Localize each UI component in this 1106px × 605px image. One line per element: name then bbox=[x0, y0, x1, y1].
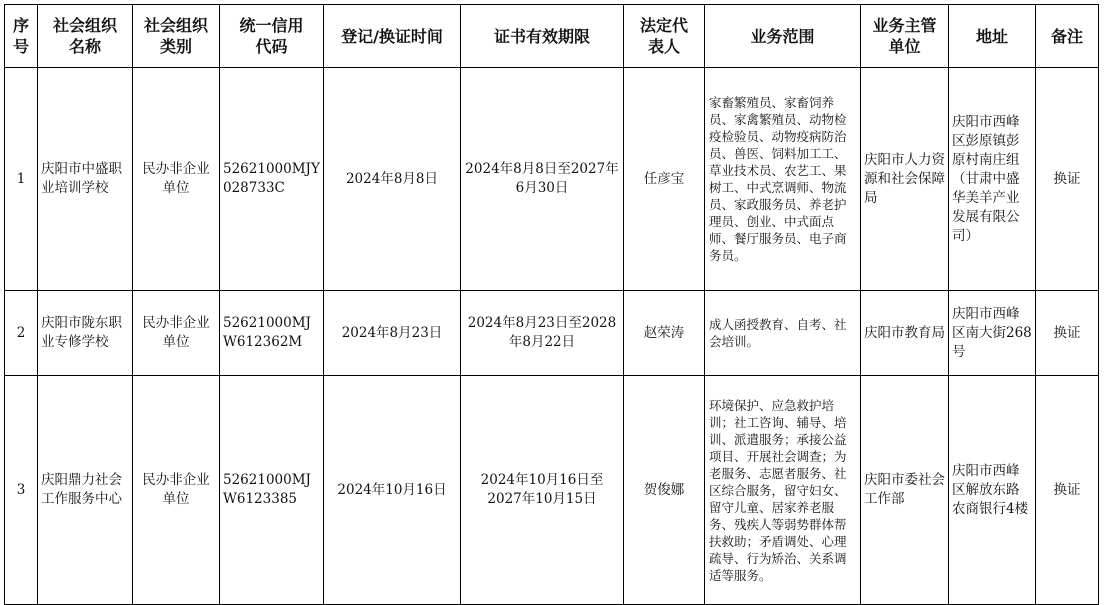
cell-address: 庆阳市西峰区彭原镇彭原村南庄组（甘肃中盛华美羊产业发展有限公司） bbox=[949, 68, 1036, 291]
cell-address: 庆阳市西峰区解放东路农商银行4楼 bbox=[949, 376, 1036, 605]
header-category: 社会组织类别 bbox=[133, 5, 220, 68]
table-row bbox=[5, 376, 1099, 605]
cell-scope: 成人函授教育、自考、社会培训。 bbox=[705, 291, 861, 376]
cell-scope: 环境保护、应急救护培训；社工咨询、辅导、培训、派遣服务；承接公益项目、开展社会调查；为老服务、志愿者服务、社区综合服务，留守妇女、留守儿童、居家养老服务、残疾人等弱势群体帮扶救助；矛盾调处、心理疏导、行为矫治、关系调适等服务。 bbox=[705, 376, 861, 605]
header-credit-code: 统一信用代码 bbox=[220, 5, 324, 68]
cell-validity: 2024年8月8日至2027年6月30日 bbox=[461, 68, 624, 291]
cell-credit-code: 52621000MJW6123385 bbox=[220, 376, 324, 605]
header-validity: 证书有效期限 bbox=[461, 5, 624, 68]
header-remark: 备注 bbox=[1036, 5, 1099, 68]
cell-remark: 换证 bbox=[1036, 291, 1099, 376]
cell-seq: 1 bbox=[5, 68, 38, 291]
table-row bbox=[5, 291, 1099, 376]
cell-category: 民办非企业单位 bbox=[133, 291, 220, 376]
header-scope: 业务范围 bbox=[705, 5, 861, 68]
header-address: 地址 bbox=[949, 5, 1036, 68]
cell-remark: 换证 bbox=[1036, 376, 1099, 605]
header-legal-rep: 法定代表人 bbox=[624, 5, 705, 68]
header-name: 社会组织名称 bbox=[38, 5, 133, 68]
cell-seq: 3 bbox=[5, 376, 38, 605]
cell-credit-code: 52621000MJW612362M bbox=[220, 291, 324, 376]
registration-table bbox=[4, 4, 1099, 605]
cell-category: 民办非企业单位 bbox=[133, 68, 220, 291]
header-seq: 序号 bbox=[5, 5, 38, 68]
cell-reg-time: 2024年8月8日 bbox=[324, 68, 461, 291]
cell-address: 庆阳市西峰区南大街268号 bbox=[949, 291, 1036, 376]
cell-name: 庆阳鼎力社会工作服务中心 bbox=[38, 376, 133, 605]
header-row bbox=[5, 5, 1099, 68]
cell-validity: 2024年10月16日至2027年10月15日 bbox=[461, 376, 624, 605]
cell-reg-time: 2024年10月16日 bbox=[324, 376, 461, 605]
cell-name: 庆阳市陇东职业专修学校 bbox=[38, 291, 133, 376]
cell-legal-rep: 任彦宝 bbox=[624, 68, 705, 291]
table-row bbox=[5, 68, 1099, 291]
cell-reg-time: 2024年8月23日 bbox=[324, 291, 461, 376]
cell-scope: 家畜繁殖员、家畜饲养员、家禽繁殖员、动物检疫检验员、动物疫病防治员、兽医、饲料加工工、草业技术员、农艺工、果树工、中式烹调师、物流员、家政服务员、养老护理员、创业、中式面点师、餐厅服务员、电子商务员。 bbox=[705, 68, 861, 291]
cell-seq: 2 bbox=[5, 291, 38, 376]
cell-remark: 换证 bbox=[1036, 68, 1099, 291]
cell-legal-rep: 赵荣涛 bbox=[624, 291, 705, 376]
cell-name: 庆阳市中盛职业培训学校 bbox=[38, 68, 133, 291]
header-supervisor: 业务主管单位 bbox=[861, 5, 949, 68]
cell-category: 民办非企业单位 bbox=[133, 376, 220, 605]
cell-credit-code: 52621000MJY028733C bbox=[220, 68, 324, 291]
cell-supervisor: 庆阳市人力资源和社会保障局 bbox=[861, 68, 949, 291]
header-reg-time: 登记/换证时间 bbox=[324, 5, 461, 68]
cell-legal-rep: 贺俊娜 bbox=[624, 376, 705, 605]
cell-supervisor: 庆阳市委社会工作部 bbox=[861, 376, 949, 605]
cell-supervisor: 庆阳市教育局 bbox=[861, 291, 949, 376]
cell-validity: 2024年8月23日至2028年8月22日 bbox=[461, 291, 624, 376]
